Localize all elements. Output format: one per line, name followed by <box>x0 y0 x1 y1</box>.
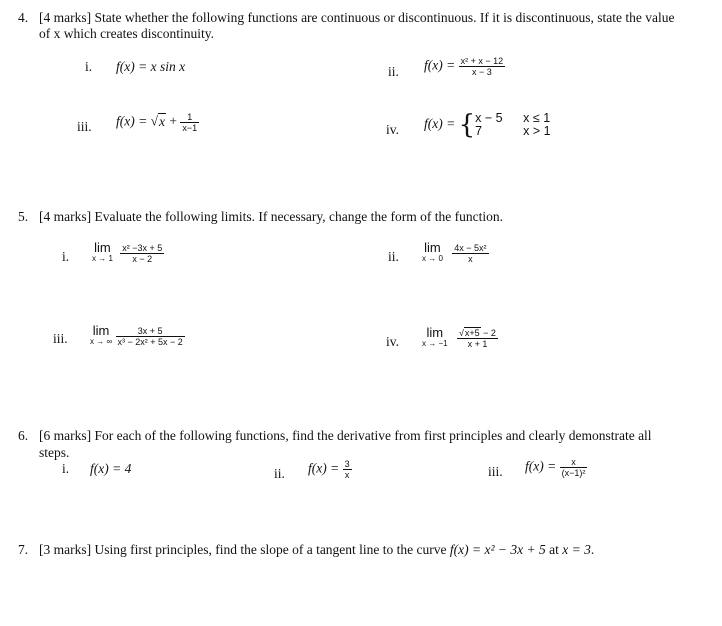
q5-item-iv-num-rest: − 2 <box>480 327 496 338</box>
q5-item-ii-limit <box>422 242 443 264</box>
q5-item-i-fraction <box>120 243 164 264</box>
q6-item-iii-fraction <box>560 457 588 478</box>
q6-item-ii-denominator: x <box>344 470 350 480</box>
q7-point: x = 3 <box>562 542 591 557</box>
q4-item-iv-label: iv. <box>386 122 399 137</box>
q6-item-iii-expr <box>525 457 587 478</box>
case1-cond: x ≤ 1 <box>523 111 551 125</box>
q6-item-ii-fraction <box>343 459 352 480</box>
lim-subscript: x → 0 <box>422 254 443 263</box>
q6-item-iii-denominator: (x−1)² <box>561 468 586 478</box>
q6-number: 6. <box>18 428 29 443</box>
q5-item-ii-denominator: x <box>468 253 473 264</box>
q4-item-iii-radicand: x <box>159 113 166 129</box>
q4-item-iii-plus: + <box>166 113 181 129</box>
lim-word: lim <box>424 240 441 255</box>
q7-number: 7. <box>18 542 29 557</box>
sqrt-sign: √ <box>150 113 159 129</box>
q5-item-iii-limit <box>90 325 112 347</box>
q6-item-i-label: i. <box>62 461 70 476</box>
q4-item-iii-expr <box>116 112 199 133</box>
lim-subscript: x → −1 <box>422 339 448 348</box>
q5-item-iv-limit <box>422 327 448 349</box>
q4-item-iii-numerator: 1 <box>180 112 199 123</box>
q4-number: 4. <box>18 10 29 25</box>
q6-item-ii-numerator: 3 <box>344 459 350 469</box>
lim-word: lim <box>426 325 444 340</box>
q4-item-iii-denominator: x−1 <box>182 123 198 133</box>
q4-item-ii-numerator: x² + x − 12 <box>460 56 504 66</box>
q4-text-line1: [4 marks] State whether the following functions are continuous or discontinuous. If it is discontinuous, state the value <box>39 10 675 25</box>
q4-item-ii-lhs: f(x) = <box>424 57 459 73</box>
q5-item-iii-numerator: 3x + 5 <box>116 326 185 337</box>
q5-item-ii-numerator: 4x − 5x² <box>454 242 487 253</box>
case2-cond: x > 1 <box>523 124 551 138</box>
q5-item-iv-label: iv. <box>386 334 399 349</box>
q5-item-iii-label: iii. <box>53 331 68 346</box>
q6-item-iii-label: iii. <box>488 464 503 479</box>
q6-item-i-expr: f(x) = 4 <box>90 461 132 476</box>
q5-item-iv-fraction <box>457 328 498 349</box>
q4-item-ii-denominator: x − 3 <box>471 67 492 77</box>
q4-item-iv-expr <box>424 112 551 138</box>
q5-item-ii-label: ii. <box>388 249 399 264</box>
q6-item-ii-expr <box>308 459 352 480</box>
q5-text: [4 marks] Evaluate the following limits. If necessary, change the form of the function. <box>39 209 503 224</box>
q5-item-ii-expr <box>422 242 489 264</box>
q7-text-a: [3 marks] Using first principles, find the slope of a tangent line to the curve <box>39 542 450 557</box>
case2-expr: 7 <box>475 124 483 138</box>
q4-item-ii-label: ii. <box>388 64 399 79</box>
q4-item-iv-lhs: f(x) = <box>424 116 459 132</box>
q4-item-ii-fraction <box>459 56 506 77</box>
q5-item-iii-fraction <box>116 326 185 347</box>
q6-text-line1: [6 marks] For each of the following functions, find the derivative from first principles and clearly demonstrate all <box>39 428 652 443</box>
sqrt-sign: √ <box>458 327 464 338</box>
lim-subscript: x → 1 <box>92 254 113 263</box>
q7-text-b: at <box>545 542 563 557</box>
left-brace: { <box>458 110 476 140</box>
q6-item-iii-numerator: x <box>560 457 588 468</box>
q6-item-ii-label: ii. <box>274 466 285 481</box>
q4-item-iii-label: iii. <box>77 119 92 134</box>
q4-item-i-expr: f(x) = x sin x <box>116 59 186 74</box>
lim-word: lim <box>94 240 111 255</box>
q5-item-iii-expr <box>90 325 185 347</box>
q6-item-iii-lhs: f(x) = <box>525 458 560 474</box>
q5-item-i-numerator: x² −3x + 5 <box>122 242 163 253</box>
q5-number: 5. <box>18 209 29 224</box>
q7-text <box>39 541 594 558</box>
q5-item-i-label: i. <box>62 249 70 264</box>
q5-item-ii-fraction <box>452 243 488 264</box>
q5-item-iv-denominator: x + 1 <box>467 338 488 349</box>
q5-item-iv-expr <box>422 327 498 349</box>
lim-word: lim <box>92 323 110 338</box>
q6-item-ii-lhs: f(x) = <box>308 460 343 476</box>
q5-item-iii-denominator: x³ − 2x² + 5x − 2 <box>117 336 183 347</box>
case1-expr: x − 5 <box>475 111 503 125</box>
q4-item-iii-lhs: f(x) = <box>116 113 151 129</box>
q5-item-i-denominator: x − 2 <box>132 253 153 264</box>
q7-text-c: . <box>590 542 595 557</box>
q5-item-i-expr <box>92 242 164 264</box>
q6-text-line2: steps. <box>39 445 70 460</box>
q4-text-line2: of x which creates discontinuity. <box>39 26 214 41</box>
q7-expr: f(x) = x² − 3x + 5 <box>449 542 546 557</box>
q5-item-iv-radicand: x+5 <box>464 327 480 338</box>
q4-item-iv-cases <box>475 112 550 138</box>
q5-item-i-limit <box>92 242 113 264</box>
q4-item-i-label: i. <box>85 59 93 74</box>
q4-item-ii-expr <box>424 56 505 77</box>
q4-item-iii-fraction <box>180 112 199 133</box>
q5-item-iv-numerator <box>457 328 498 339</box>
lim-subscript: x → ∞ <box>90 337 113 346</box>
